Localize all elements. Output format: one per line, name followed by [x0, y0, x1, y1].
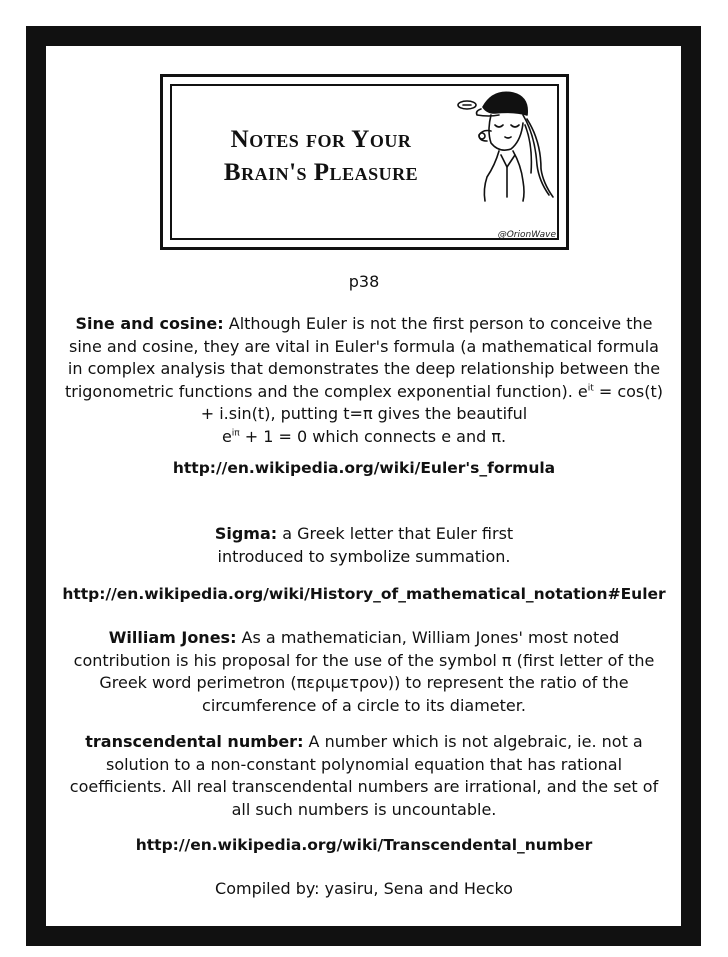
euler-formula-rest: = cos(t) + i.sin(t), putting t=π gives the beautiful — [200, 381, 664, 423]
euler-identity-base: e — [221, 426, 232, 446]
euler-formula-exponent: it — [587, 383, 594, 394]
transcendental-number-link[interactable]: http://en.wikipedia.org/wiki/Transcendental_number — [135, 836, 593, 854]
sigma-note — [180, 523, 548, 568]
page-number: p38 — [348, 272, 380, 291]
sine-cosine-term: Sine and cosine: — [75, 314, 224, 333]
sine-cosine-text: Although Euler is not the first person to conceive the sine and cosine, they are vital in Euler's formula (a mathematical formula in complex analysis that demonstrates the deep relationship between the trigonometric functions and the complex exponential function). — [64, 314, 661, 401]
william-jones-text: As a mathematician, William Jones' most noted contribution is his proposal for the use of the symbol π (first letter of the Greek word perimetron (περιμετρον)) to represent the ratio of the circumference of a circle to its diameter. — [73, 628, 655, 715]
william-jones-term: William Jones: — [108, 628, 237, 647]
header-title-line-1: Notes for Your — [230, 126, 412, 153]
euler-formula-base: e — [577, 381, 588, 401]
sine-cosine-note — [60, 313, 668, 448]
artist-signature: @OrionWave — [497, 230, 556, 240]
euler-formula-link[interactable]: http://en.wikipedia.org/wiki/Euler's_formula — [172, 459, 556, 477]
header-box — [160, 74, 569, 250]
euler-identity-exponent: iπ — [231, 428, 240, 439]
math-notation-link[interactable]: http://en.wikipedia.org/wiki/History_of_mathematical_notation#Euler — [62, 585, 666, 603]
mascot-drawing — [455, 85, 555, 203]
transcendental-note — [60, 731, 668, 821]
euler-identity-rest: + 1 = 0 which connects e and π. — [239, 426, 507, 446]
header-title — [211, 123, 431, 189]
transcendental-text: A number which is not algebraic, ie. not a solution to a non-constant polynomial equation that has rational coefficients. All real transcendental numbers are irrational, and the set of all such numbers is uncountable. — [69, 732, 659, 819]
sigma-term: Sigma: — [214, 524, 278, 543]
transcendental-term: transcendental number: — [85, 732, 304, 751]
credits: Compiled by: yasiru, Sena and Hecko — [215, 879, 513, 898]
sigma-text: a Greek letter that Euler first introduced to symbolize summation. — [217, 524, 514, 566]
header-title-line-2: Brain's Pleasure — [223, 159, 419, 186]
william-jones-note — [60, 627, 668, 717]
